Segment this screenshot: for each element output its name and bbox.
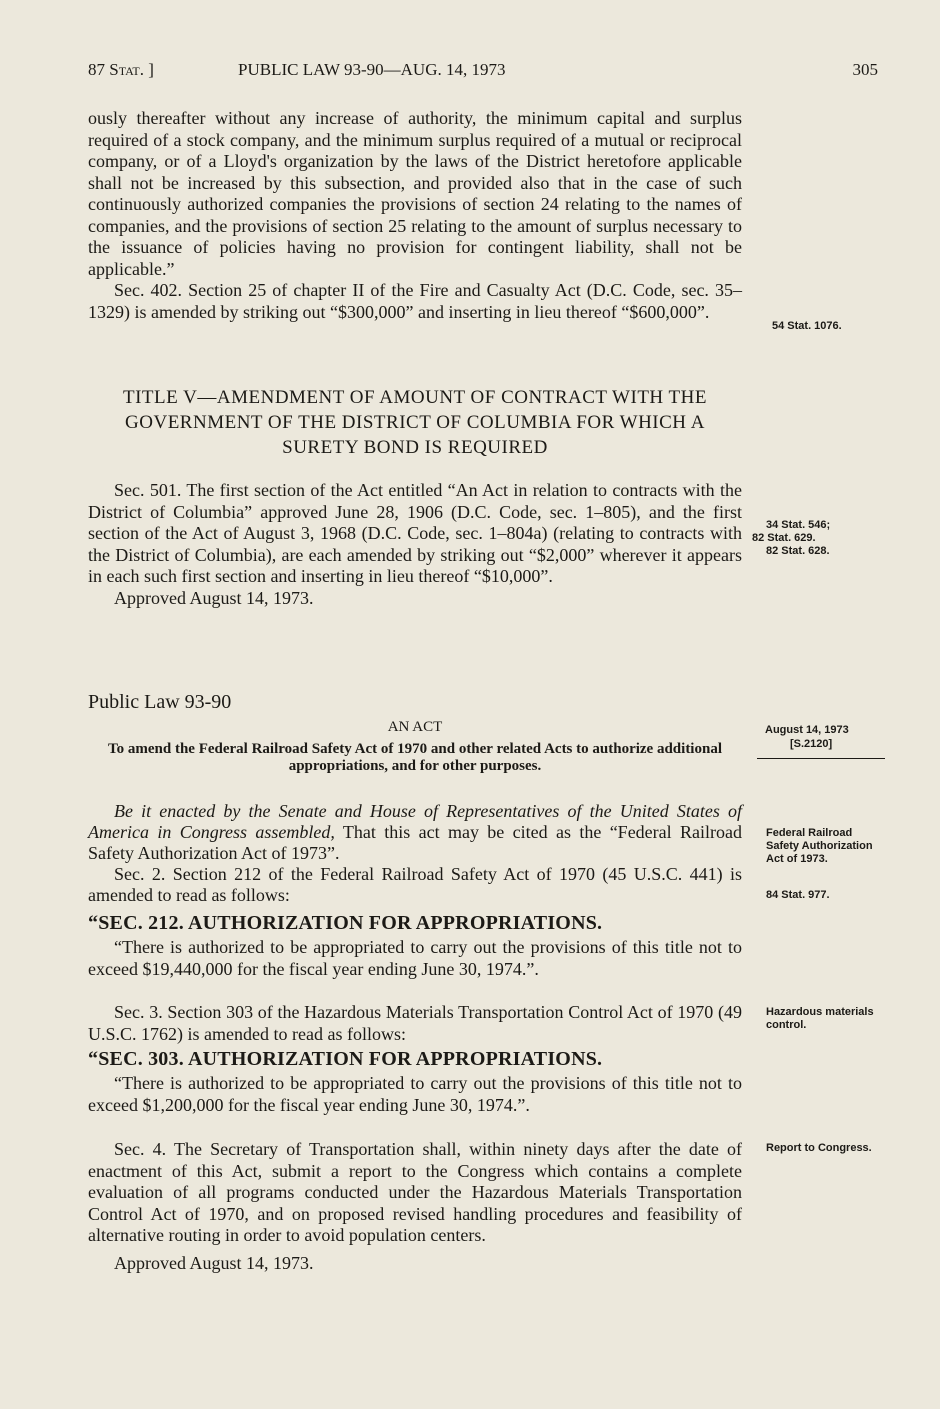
margin-note-date: August 14, 1973 xyxy=(765,724,849,736)
margin-note-54-stat-1076: 54 Stat. 1076. xyxy=(772,320,842,332)
an-act-label: AN ACT xyxy=(387,719,443,735)
section-303-body xyxy=(88,1073,742,1116)
statute-volume: 87 Stat. ] xyxy=(88,60,154,79)
section-212-body xyxy=(88,937,742,980)
paragraph-sec-303: “There is authorized to be appropriated to carry out the provisions of this title not to exceed $1,200,000 for the fiscal year ending June 30, 1974.”. xyxy=(88,1073,742,1115)
paragraph-sec-2: Sec. 2. Section 212 of the Federal Railroad Safety Act of 1970 (45 U.S.C. 441) is amended to read as follows: xyxy=(88,864,742,905)
page-header xyxy=(88,60,890,88)
paragraph: ously thereafter without any increase of authority, the minimum capital and surplus required of a stock company, and the minimum surplus required of a mutual or reciprocal company, or of a Lloyd's organization by the laws of the District heretofore applicable shall not be increased by this subsection, and provided also that in the case of such continuously authorized companies the provisions of section 24 relating to the names of companies, and the provisions of section 25 relating to the amount of surplus necessary to the issuance of policies having no provision for contingent liability, shall not be applicable.” xyxy=(88,108,742,279)
title-v-heading: TITLE V—AMENDMENT OF AMOUNT OF CONTRACT WITH THE GOVERNMENT OF THE DISTRICT OF COLUMBIA FOR WHICH A SURETY BOND IS REQUIRED xyxy=(123,387,707,458)
section-212-heading: “SEC. 212. AUTHORIZATION FOR APPROPRIATIONS. xyxy=(88,912,603,934)
enacting-clause xyxy=(88,801,742,864)
margin-note-hazardous: Hazardous materials control. xyxy=(766,1006,874,1031)
approval-line-2: Approved August 14, 1973. xyxy=(114,1252,314,1273)
paragraph-sec-212: “There is authorized to be appropriated to carry out the provisions of this title not to exceed $19,440,000 for the fiscal year ending June 30, 1974.”. xyxy=(88,937,742,979)
margin-note-82-stat-629: 82 Stat. 629. xyxy=(752,532,816,544)
enacting-clause-rest: That this act may be cited as the “Federal Railroad Safety Authorization Act of 1973”. xyxy=(88,822,742,863)
margin-note-bill-number: [S.2120] xyxy=(790,738,833,750)
paragraph-sec-4: Sec. 4. The Secretary of Transportation shall, within ninety days after the date of enactment of this Act, submit a report to the Congress which contains a complete evaluation of all programs conducted under the Hazardous Materials Transportation Control Act of 1970, and on proposed revised handling procedures and feasibility of alternative routing in order to avoid population centers. xyxy=(88,1139,742,1245)
margin-note-84-stat-977: 84 Stat. 977. xyxy=(766,889,830,901)
title-v-body xyxy=(88,480,742,609)
running-title: PUBLIC LAW 93-90—AUG. 14, 1973 xyxy=(238,60,506,79)
approval-line: Approved August 14, 1973. xyxy=(114,587,314,608)
margin-note-report: Report to Congress. xyxy=(766,1142,872,1154)
sec-4-body xyxy=(88,1139,742,1274)
section-401-continuation xyxy=(88,108,742,323)
margin-note-82-stat-628: 82 Stat. 628. xyxy=(766,545,830,557)
paragraph-sec-402: Sec. 402. Section 25 of chapter II of the Fire and Casualty Act (D.C. Code, sec. 35–1329) is amended by striking out “$300,000” and inserting in lieu thereof “$600,000”. xyxy=(88,280,742,322)
act-purpose: To amend the Federal Railroad Safety Act of 1970 and other related Acts to authorize additional appropriations, and for other purposes. xyxy=(107,741,722,774)
margin-rule xyxy=(757,758,885,759)
paragraph-sec-501: Sec. 501. The first section of the Act entitled “An Act in relation to contracts with the District of Columbia” approved June 28, 1906 (D.C. Code, sec. 1–805), and the first section of the Act of August 3, 1968 (D.C. Code, sec. 1–804a) (relating to contracts with the District of Columbia), are each amended by striking out “$2,000” wherever it appears in each such first section and inserting in lieu thereof “$10,000”. xyxy=(88,480,742,586)
enacting-clause-italic: Be it enacted by the Senate and House of Representatives of the United States of America in Congress assembled, xyxy=(88,801,742,842)
margin-note-34-stat-546: 34 Stat. 546; xyxy=(766,519,831,531)
margin-note-short-title: Federal Railroad Safety Authorization Act of 1973. xyxy=(766,827,873,865)
paragraph-sec-3: Sec. 3. Section 303 of the Hazardous Materials Transportation Control Act of 1970 (49 U.S.C. 1762) is amended to read as follows: xyxy=(88,1002,742,1044)
page-number: 305 xyxy=(852,60,878,79)
act-body xyxy=(88,801,742,906)
sec-3-body xyxy=(88,1002,742,1045)
public-law-heading: Public Law 93-90 xyxy=(88,691,232,713)
section-303-heading: “SEC. 303. AUTHORIZATION FOR APPROPRIATIONS. xyxy=(88,1048,603,1070)
